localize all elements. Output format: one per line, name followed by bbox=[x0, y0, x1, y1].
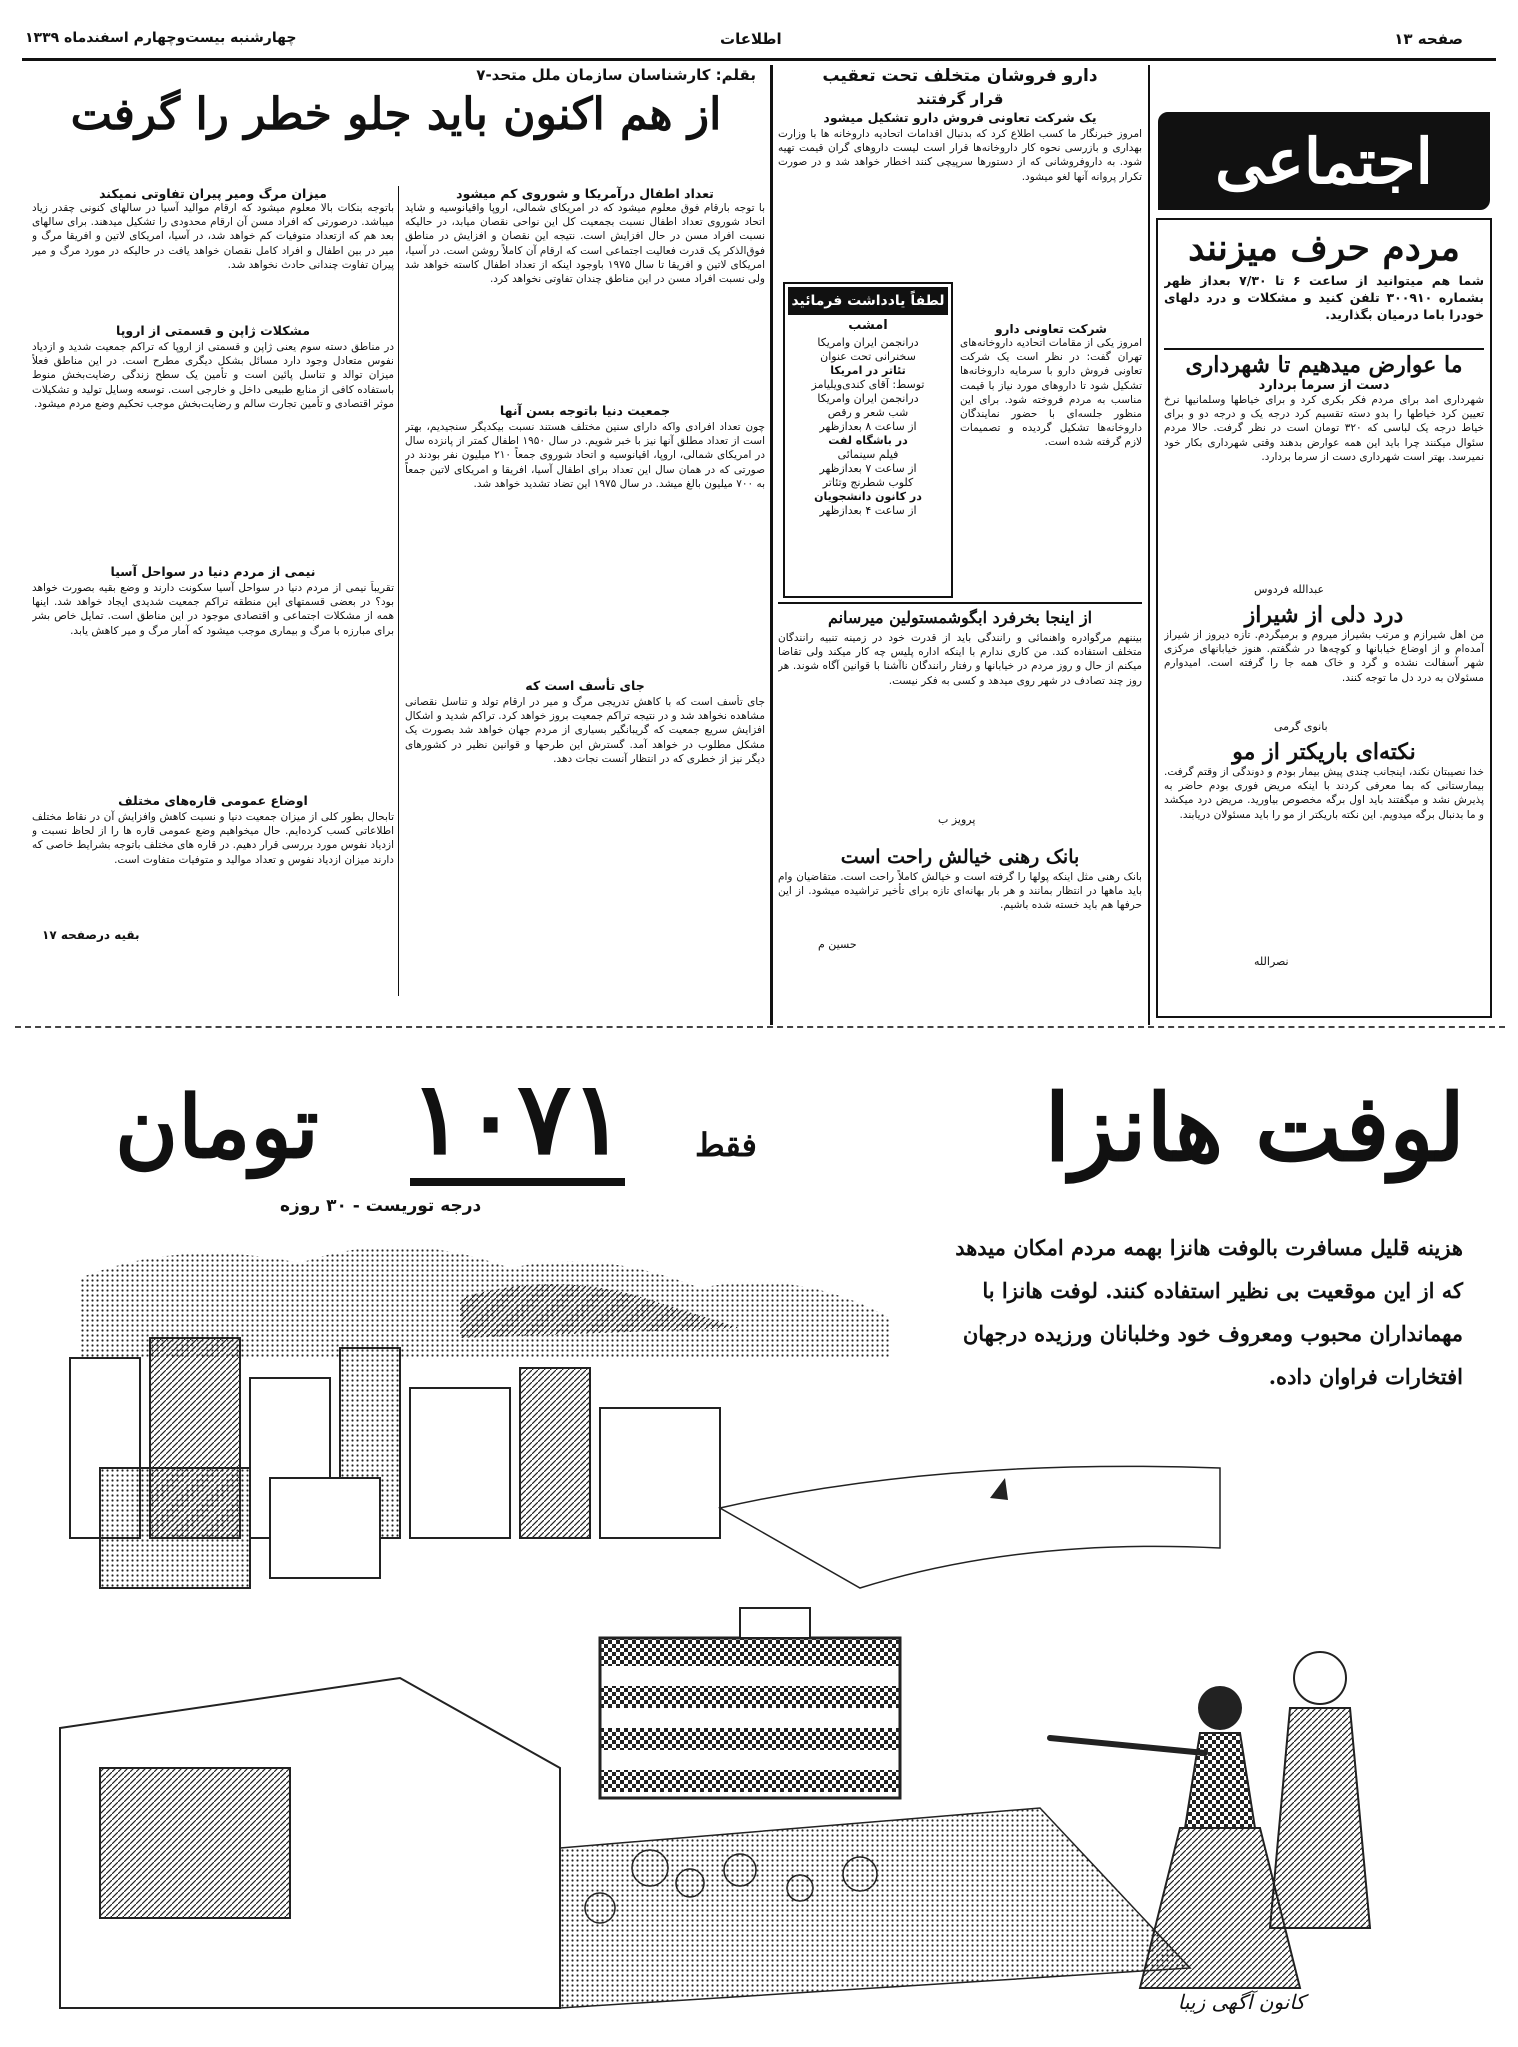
ad-body-line: که از این موقعیت بی نظیر استفاده کنند. لوفت هانزا با bbox=[982, 1278, 1463, 1303]
letters-body: بیننهم مرگوادره واهنمائی و رانندگی باید از قدرت خود در زمینه تنبیه رانندگان متخلف استفاده کند. من کاری ندارم با اینکه اداره پلیس چه کار میکند ولی تقاضا میکنم از حال و روز مردم در خیابانها و رفتار رانندگان ناآشنا با قوانین آگاه شوند. هر روز چند تصادف در شهر روی میدهد و کسی به فکر نیست. bbox=[778, 632, 1142, 687]
col1-head3: نیمی از مردم دنیا در سواحل آسیا bbox=[110, 564, 316, 579]
reminder-box bbox=[783, 282, 953, 598]
reminder-box-title: لطفاً یادداشت فرمائید bbox=[788, 287, 948, 315]
pharmacy-subhead3: شرکت تعاونی دارو bbox=[995, 322, 1107, 336]
reminder-item: از ساعت ۷ بعدازظهر bbox=[819, 462, 917, 475]
section-logo-box bbox=[1158, 112, 1490, 210]
population-article bbox=[28, 66, 764, 146]
item3-body: خدا نصیبتان نکند، اینجانب چندی پیش بیمار بودم و دوندگی از وقتم گرفت. بیمارستانی که بما معرفی کردند با اینکه مریض فوری بودم حاضر به پذیرش نشد و میگفتند باید اول برگه مخصوص بیاورید. مریض درد میکشد و ما بدنبال برگه میدویم. این نکته باریکتر از مو را باید مسئولان دریابند. bbox=[1164, 766, 1484, 821]
city-skyline bbox=[70, 1338, 720, 1588]
reminder-item: شب شعر و رقص bbox=[827, 406, 909, 419]
item1-signature: عبدالله فردوس bbox=[1254, 583, 1325, 596]
item1-title: ما عوارض میدهیم تا شهرداری bbox=[1185, 352, 1463, 378]
col1-body2: در مناطق دسته سوم یعنی ژاپن و قسمتی از اروپا که تراکم جمعیت شدید و ازدیاد نفوس متعادل وجود دارد مسائل بشکل دیگری مطرح است. در این مناطق فعلاً میزان توالد و تناسل پائین است و تأمین یک سطح زندگی رضایت‌بخش منوط باستفاده کافی از منابع طبیعی داخل و خارجی است. توسعه وسایل تولید و تشکیلات موثر اقتصادی و تأمین تجارت سالم و رضایت‌بخش موجب تحکیم وضع مردم میشود. bbox=[32, 341, 394, 410]
pharmacy-headline: دارو فروشان متخلف تحت تعقیب bbox=[822, 66, 1098, 86]
col2-head3: جای تأسف است که bbox=[525, 678, 645, 693]
article-headline: از هم اکنون باید جلو خطر را گرفت bbox=[70, 89, 722, 140]
reminder-item: توسط: آقای کندی‌ویلیامز bbox=[811, 378, 925, 391]
ad-illustration bbox=[40, 1208, 1480, 2028]
ad-body-line: هزینه قلیل مسافرت بالوفت هانزا بهمه مردم امکان میدهد bbox=[955, 1235, 1463, 1260]
ad-agency-signature: کانون آگهی زیبا bbox=[1177, 1990, 1305, 2014]
pharmacy-continued bbox=[960, 282, 1142, 596]
issue-date: چهارشنبه بیست‌وچهارم اسفندماه ۱۳۳۹ bbox=[25, 30, 297, 46]
reminder-item: درانجمن ایران وامریکا bbox=[817, 336, 919, 349]
col1-head: میزان مرگ ومیر پیران تفاوتی نمیکند bbox=[99, 186, 327, 201]
letters-signature: پرویز ب bbox=[938, 813, 976, 826]
col2-body3: جای تأسف است که با کاهش تدریجی مرگ و میر در ارقام تولد و تناسل نقصانی مشاهده نخواهد شد و در نتیجه تراکم جمعیت بروز خواهد کرد. تراکم شدید و اشکال افزایش سریع جمعیت که گریبانگیر بسیاری از مردم جهان خواهد شد بصورت یک مشکل مطلوب در خواهد آمد. گسترش این طرحها و قوانین نظیر در کشورهای دیگر نیز از خطری که در انتظار آنست نجات دهد. bbox=[405, 696, 765, 765]
continued-note: بقیه درصفحه ۱۷ bbox=[42, 928, 140, 942]
reminder-item: سخنرانی تحت عنوان bbox=[820, 350, 916, 363]
valley bbox=[560, 1808, 1190, 2008]
col2-head2: جمعیت دنیا باتوجه بسن آنها bbox=[499, 403, 671, 418]
col1-head2: مشکلات ژاپن و قسمتی از اروپا bbox=[116, 323, 310, 338]
col1-head4: اوضاع عمومی قاره‌های مختلف bbox=[118, 793, 308, 808]
reminder-item: از ساعت ۴ بعدازظهر bbox=[819, 504, 917, 517]
people-speak-box bbox=[1156, 218, 1492, 1018]
ad-currency: تومان bbox=[115, 1077, 319, 1178]
item3-title: نکته‌ای باریکتر از مو bbox=[1232, 739, 1416, 765]
pharmacy-body2: امروز یکی از مقامات اتحادیه داروخانه‌های تهران گفت: در نظر است یک شرکت تعاونی فروش دارو با سرمایه داروخانه‌ها تشکیل شود تا داروهای مورد نیاز با قیمت مناسب به مردم فروخته شود. برای این منظور جلسه‌ای با حضور نمایندگان داروخانه‌ها تشکیل گردیده و تصمیمات لازم گرفته شده است. bbox=[960, 337, 1142, 449]
ad-class-note: درجه توریست - ۳۰ روزه bbox=[280, 1196, 482, 1216]
ad-body-line: افتخارات فراوان داده. bbox=[1268, 1364, 1463, 1389]
divider bbox=[1164, 348, 1484, 350]
section-logo: اجتماعی bbox=[1215, 125, 1433, 198]
article-col-1 bbox=[32, 186, 394, 942]
col2-body2: چون تعداد افرادی واکه دارای سنین مختلف هستند نسبت بیکدیگر سنجیدیم، بهتر است از تعداد مطلق آنها نیز با خبر شویم. در سال ۱۹۵۰ اطفال کمتر از پانزده سال در امریکای شمالی، اروپا، اقیانوسیه و اتحاد شوروی جمعاً ۲۱۰ میلیون نفر بودند در صورتی که در همان سال این تعداد برای اطفال آسیا، افریقا و امریکای لاتین جمعاً به ۷۰۰ میلیون بالغ میشد. در سال ۱۹۷۵ این تضاد تشدید خواهد شد. bbox=[405, 421, 765, 490]
reminder-item: از ساعت ۸ بعدازظهر bbox=[819, 420, 917, 433]
item2-title: درد دلی از شیراز bbox=[1244, 602, 1404, 628]
col1-body: باتوجه بنکات بالا معلوم میشود که ارقام موالید آسیا در سالهای کنونی چقدر زیاد میباشد. درصورتی که افراد مسن آن ارقام محدودی را تشکیل میدهند. برای سالهای بعد هم که ازتعداد متوفیات کم خواهد شد، در آسیا، امریکای لاتین و افریقا مرگ و میر در بین اطفال و افراد کامل نقصان خواهد یافت در حالیکه در مورد مرگ و میر پیران تفاوت چندانی حادث نخواهد شد. bbox=[32, 202, 394, 271]
page-number: صفحه ۱۳ bbox=[1394, 30, 1463, 48]
bank-signature: حسین م bbox=[818, 938, 857, 951]
item1-subtitle: دست از سرما بردارد bbox=[1258, 378, 1390, 393]
col2-head: تعداد اطفال درآمریکا و شوروی کم میشود bbox=[456, 186, 714, 201]
letters-article bbox=[778, 608, 1142, 951]
reminder-item: تئاتر در امریکا bbox=[830, 364, 906, 377]
item3-signature: نصرالله bbox=[1254, 955, 1289, 968]
bank-body: بانک رهنی مثل اینکه پولها را گرفته است و خیالش کاملاً راحت است. متقاضیان وام باید ماهها در انتظار بمانند و هر بار بهانه‌ای تازه برای تأخیر تراشیده میشود. از این حرفها هم باید خسته شده باشیم. bbox=[778, 871, 1142, 912]
masthead-rule bbox=[22, 58, 1496, 61]
column-rule-right bbox=[1148, 65, 1150, 1025]
col1-body3: تقریباً نیمی از مردم دنیا در سواحل آسیا سکونت دارند و وضع بقیه بصورت خواهد بود؟ در بعضی قسمتهای این منطقه تراکم جمعیت شدیدی ایجاد خواهد شد. اینها همه از مشکلات اجتماعی و اقتصادی موجود در این مناطق است. تمایل خاص بشر برای مبارزه با مرگ و بیماری موجب میشود که آمار مرگ و میر کاهش یابد. bbox=[32, 582, 394, 637]
column-rule-left bbox=[398, 186, 399, 996]
item2-body: من اهل شیرازم و مرتب بشیراز میروم و برمیگردم. تازه دیروز از شیراز آمده‌ام و از اوضاع خیابانها و کوچه‌ها در شگفتم. هنوز خیابانهای مرکزی شهر آسفالت نشده و گرد و خاک همه جا را گرفته است. امیدوارم مسئولان به درد دل ما توجه کنند. bbox=[1164, 629, 1484, 684]
ad-only: فقط bbox=[695, 1126, 757, 1164]
reminder-heading: امشب bbox=[848, 318, 888, 333]
reminder-item: فیلم سینمائی bbox=[837, 448, 899, 461]
article-kicker: بقلم: کارشناسان سازمان ملل متحد-۷ bbox=[476, 66, 756, 84]
people-speak-intro: شما هم میتوانید از ساعت ۶ تا ۷/۳۰ بعداز ظهر بشماره ۳۰۰۹۱۰ تلفن کنید و مشکلات و درد دلهای خودرا باما درمیان بگذارید. bbox=[1164, 273, 1484, 322]
article-col-2 bbox=[405, 186, 765, 945]
pharmacy-body1: امروز خبرنگار ما کسب اطلاع کرد که بدنبال اقدامات اتحادیه داروخانه ها با وزارت بهداری و بازرسی نحوه کار داروخانه‌ها قرار است لیست داروهای گران قیمت تهیه شود. به داروفروشانی که از دستورها سرپیچی کنند اخطار خواهد شد و در صورت تکرار پروانه آنها لغو میشود. bbox=[778, 128, 1142, 183]
item2-signature: بانوی گرمی bbox=[1274, 720, 1328, 733]
reminder-list bbox=[788, 336, 948, 518]
sea bbox=[720, 1466, 1220, 1588]
bank-headline: بانک رهنی خیالش راحت است bbox=[840, 846, 1080, 868]
hotel-building bbox=[600, 1608, 900, 1798]
paper-name: اطلاعات bbox=[720, 30, 782, 48]
letters-headline: از اینجا بخرفرد ابگوشمستولین میرسانم bbox=[827, 608, 1093, 627]
reminder-item: در کانون دانشجویان bbox=[814, 490, 922, 503]
lufthansa-ad bbox=[15, 1026, 1505, 2036]
column-rule-middle bbox=[770, 65, 773, 1025]
reminder-item: در باشگاه لفت bbox=[828, 434, 908, 447]
pharmacy-subhead2: یک شرکت تعاونی فروش دارو تشکیل میشود bbox=[823, 110, 1097, 125]
reminder-item: کلوب شطرنج وتئاتر bbox=[822, 476, 914, 489]
reminder-item: درانجمن ایران وامریکا bbox=[817, 392, 919, 405]
pharmacy-subhead: قرار گرفتند bbox=[916, 90, 1004, 108]
col1-body4: تابحال بطور کلی از میزان جمعیت دنیا و نسبت کاهش وافزایش آن در نقاط مختلف اطلاعاتی کسب کرده‌ایم. حال میخواهیم وضع عمومی قاره ها را از لحاظ نسبت و ازدیاد نفوس مورد بررسی قرار دهیم. در قاره های مختلف باتوجه بشرایط خاصی که دارند میزان ازدیاد نفوس و تعداد موالید و متوفیات متفاوت است. bbox=[32, 811, 394, 866]
foreground-house bbox=[100, 1768, 290, 1918]
ad-body-line: مهمانداران محبوب ومعروف خود وخلبانان ورزیده درجهان bbox=[962, 1321, 1463, 1346]
ad-brand: لوفت هانزا bbox=[1044, 1074, 1465, 1182]
pharmacy-article bbox=[778, 66, 1142, 247]
item1-body: شهرداری امد برای مردم فکر بکری کرد و برای خیاطها وسلمانیها نرخ تعیین کرد خیاطها را بدو دسته تقسیم کرد درجه یک و درجه دو و برای خیاط درجه یک لباسی که ۳۲۰ تومان است در نظر گرفت. حالا مردم سئوال میکنند چرا باید این همه عوارض بدهند وقتی شهرداری بکار خود نمیرسد. بهتر است شهرداری دست از سرما بردارد. bbox=[1164, 394, 1484, 463]
col2-body: با توجه بارقام فوق معلوم میشود که در امریکای شمالی، اروپا واقیانوسیه و شاید اتحاد شوروی تعداد اطفال نسبت بجمعیت کل این نواحی نقصان میابد، در حالیکه نسبت افراد مسن در حال افزایش است. نتیجه این نقصان و افزایش در مناطق فوق‌الذکر یک قدرت فعالیت اجتماعی است که ارقام آن کاملاً روشن است. در آسیا، امریکای لاتین و افریقا تا سال ۱۹۷۵ باوجود اینکه از تعداد اطفال کاسته خواهد شد ولی نسبت افراد مسن در این مناطق چندان تفاوتی نخواهد کرد. bbox=[405, 202, 765, 286]
people-speak-title: مردم حرف میزنند bbox=[1188, 227, 1460, 269]
ad-price: ۱۰۷۱ bbox=[410, 1058, 625, 1186]
divider bbox=[778, 602, 1142, 604]
